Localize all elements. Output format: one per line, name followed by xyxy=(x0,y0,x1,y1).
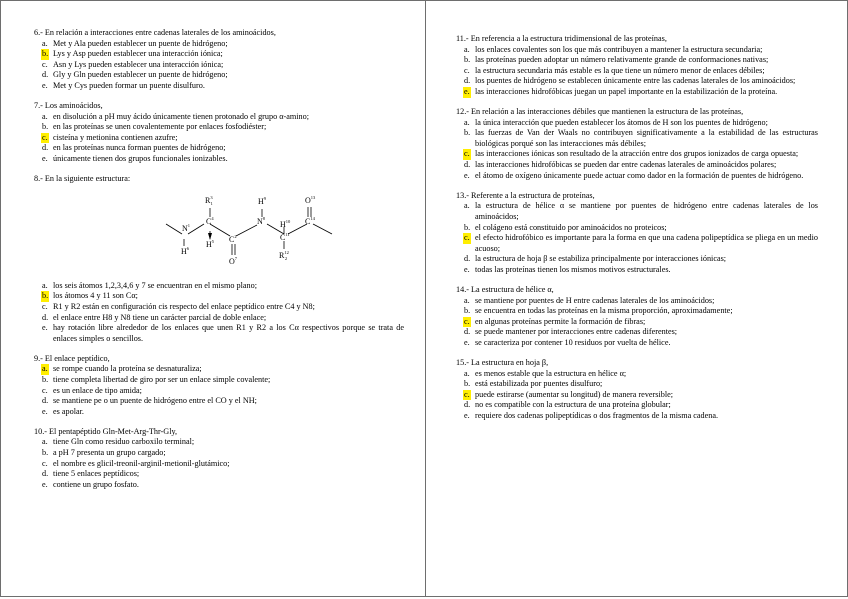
option-letter: b. xyxy=(464,222,471,232)
option-letter: e. xyxy=(464,337,470,347)
answer-option xyxy=(456,171,818,182)
option-letter: e. xyxy=(42,323,48,333)
answer-option xyxy=(34,386,404,397)
question-block xyxy=(456,191,818,276)
atom-c2: $C^2$ xyxy=(229,233,237,244)
option-letter-cell xyxy=(34,375,53,386)
left-question-column xyxy=(34,28,404,500)
answer-option xyxy=(34,143,404,154)
answer-option xyxy=(456,87,818,98)
option-text: en algunas proteínas permite la formación de fibras; xyxy=(475,316,646,326)
right-page xyxy=(425,0,848,597)
answer-option xyxy=(34,448,404,459)
option-text: las interacciones hidrofóbicas juegan un papel importante en la estabilización de la proteína. xyxy=(475,86,778,96)
option-letter-cell xyxy=(34,60,53,71)
option-letter: e. xyxy=(42,80,48,90)
option-letter: c. xyxy=(42,59,48,69)
option-letter-cell xyxy=(456,87,475,98)
answer-option xyxy=(34,122,404,133)
option-text: no es compatible con la estructura de una proteína globular; xyxy=(475,400,671,410)
option-letter-cell xyxy=(456,45,475,56)
option-text: el enlace entre H8 y N8 tiene un carácter parcial de doble enlace; xyxy=(53,312,267,322)
answer-option xyxy=(456,379,818,390)
option-letter: e. xyxy=(464,411,470,420)
option-text: las interacciones iónicas son resultado de la atracción entre dos grupos ionizados de carga opuesta; xyxy=(475,149,799,159)
correct-answer-letter: c. xyxy=(464,389,470,399)
answer-option xyxy=(34,364,404,375)
option-list xyxy=(456,45,818,98)
option-letter-cell xyxy=(456,128,475,139)
option-letter-cell xyxy=(34,49,53,60)
option-list xyxy=(456,201,818,275)
option-letter-cell xyxy=(34,469,53,480)
option-letter: b. xyxy=(42,448,49,458)
atom-h5: $H^5$ xyxy=(206,238,215,249)
question-title: 12.- En relación a las interacciones débiles que mantienen la estructura de las proteínas, xyxy=(456,107,744,117)
option-letter-cell xyxy=(456,76,475,87)
option-text: en las proteínas se unen covalentemente por enlaces fosfodiéster; xyxy=(53,122,267,132)
option-letter: a. xyxy=(464,44,470,54)
answer-option xyxy=(34,469,404,480)
answer-option xyxy=(34,133,404,144)
right-question-column xyxy=(456,34,818,431)
option-list xyxy=(456,118,818,182)
answer-option xyxy=(34,291,404,302)
option-text: los átomos 4 y 11 son Cα; xyxy=(53,291,138,301)
option-letter: d. xyxy=(42,396,49,406)
correct-answer-letter: c. xyxy=(42,132,48,142)
option-letter-cell xyxy=(34,143,53,154)
option-letter-cell xyxy=(456,66,475,77)
correct-answer-letter: c. xyxy=(464,233,470,243)
answer-option xyxy=(34,81,404,92)
option-letter-cell xyxy=(456,55,475,66)
question-block xyxy=(456,34,818,98)
option-letter: d. xyxy=(42,70,49,80)
atom-r2: $R^{12}$ 2 xyxy=(279,249,289,261)
option-letter-cell xyxy=(456,149,475,160)
option-text: Met y Cys pueden formar un puente disulfuro. xyxy=(53,80,205,90)
option-letter-cell xyxy=(34,459,53,470)
option-text: se puede mantener por interacciones entre cadenas diferentes; xyxy=(475,327,678,337)
answer-option xyxy=(456,306,818,317)
answer-option xyxy=(456,327,818,338)
option-text: tiene Gln como residuo carboxilo terminal; xyxy=(53,437,195,447)
question-title: 10.- El pentapéptido Gln-Met-Arg-Thr-Gly, xyxy=(34,426,178,436)
answer-option xyxy=(34,60,404,71)
option-letter: e. xyxy=(42,154,48,164)
option-letter: d. xyxy=(464,254,471,264)
option-letter: a. xyxy=(42,437,48,447)
option-text: los seis átomos 1,2,3,4,6 y 7 se encuentran en el mismo plano; xyxy=(53,280,257,290)
option-letter-cell xyxy=(456,296,475,307)
answer-option xyxy=(456,317,818,328)
option-text: la estructura de hélice α se mantiene por puentes de hidrógeno entre cadenas laterales de los aminoácidos; xyxy=(475,201,818,221)
option-text: las interacciones hidrofóbicas se pueden dar entre cadenas laterales de aminoácidos polares; xyxy=(475,160,777,170)
option-letter-cell xyxy=(456,160,475,171)
option-text: la única interacción que pueden establecer los átomos de H son los puentes de hidrógeno; xyxy=(475,117,768,127)
answer-option xyxy=(34,396,404,407)
answer-option xyxy=(456,66,818,77)
option-letter-cell xyxy=(34,302,53,313)
answer-option xyxy=(456,118,818,129)
option-list xyxy=(34,437,404,490)
option-letter-cell xyxy=(456,306,475,317)
option-text: únicamente tienen dos grupos funcionales ionizables. xyxy=(53,154,228,164)
answer-option xyxy=(34,39,404,50)
question-title: 15.- La estructura en hoja β, xyxy=(456,358,549,368)
option-letter: d. xyxy=(464,327,471,337)
option-letter-cell xyxy=(456,254,475,265)
option-letter-cell xyxy=(34,448,53,459)
question-title: 6.- En relación a interacciones entre cadenas laterales de los aminoácidos, xyxy=(34,28,276,37)
option-text: tiene completa libertad de giro por ser un enlace simple covalente; xyxy=(53,374,271,384)
option-letter-cell xyxy=(34,122,53,133)
answer-option xyxy=(456,338,818,349)
option-text: en disolución a pH muy ácido únicamente tienen protonado el grupo α-amino; xyxy=(53,111,309,121)
option-letter: e. xyxy=(42,479,48,489)
correct-answer-letter: c. xyxy=(464,316,470,326)
answer-option xyxy=(456,265,818,276)
answer-option xyxy=(456,149,818,160)
option-letter: c. xyxy=(42,458,48,468)
question-title: 8.- En la siguiente estructura: xyxy=(34,174,131,184)
option-text: el efecto hidrofóbico es importante para la forma en que una cadena polipeptídica se pliega en un medio acuoso; xyxy=(475,233,818,253)
option-letter-cell xyxy=(456,411,475,422)
option-list xyxy=(34,364,404,417)
option-letter: b. xyxy=(464,379,471,389)
option-letter-cell xyxy=(456,317,475,328)
atom-c4: $C^4$ xyxy=(206,215,214,226)
atom-n8: $N^8$ xyxy=(257,215,266,226)
answer-option xyxy=(34,375,404,386)
option-letter: a. xyxy=(42,111,48,121)
option-letter-cell xyxy=(456,201,475,212)
option-letter: e. xyxy=(42,406,48,416)
answer-option xyxy=(34,459,404,470)
option-letter: b. xyxy=(42,374,49,384)
atom-r1: $R^3$ 1 xyxy=(205,194,213,206)
atom-o13: $O^{13}$ xyxy=(305,194,316,205)
atom-h9: $H^9$ xyxy=(258,195,267,206)
answer-option xyxy=(34,437,404,448)
question-block xyxy=(456,358,818,422)
option-list xyxy=(34,39,404,92)
option-list xyxy=(34,281,404,345)
option-text: los puentes de hidrógeno se establecen únicamente entre las cadenas laterales de los aminoácidos; xyxy=(475,76,796,86)
correct-answer-letter: a. xyxy=(42,364,48,374)
answer-option xyxy=(34,154,404,165)
answer-option xyxy=(456,369,818,380)
answer-option xyxy=(34,302,404,313)
option-letter-cell xyxy=(34,70,53,81)
atom-c14: $C^{14}$ xyxy=(305,215,315,226)
option-text: R1 y R2 están en configuración cis respecto del enlace peptídico entre C4 y N8; xyxy=(53,301,315,311)
option-text: se mantiene por puentes de H entre cadenas laterales de los aminoácidos; xyxy=(475,295,715,305)
option-text: la estructura de hoja β se estabiliza principalmente por interacciones iónicas; xyxy=(475,254,727,264)
option-text: se caracteriza por contener 10 residuos por vuelta de hélice. xyxy=(475,337,671,347)
atom-h2: $H^6$ xyxy=(181,245,190,256)
option-letter-cell xyxy=(456,233,475,244)
question-title: 7.- Los aminoácidos, xyxy=(34,101,103,111)
option-text: Asn y Lys pueden establecer una interacción iónica; xyxy=(53,59,224,69)
answer-option xyxy=(34,407,404,418)
option-letter: a. xyxy=(42,38,48,48)
option-letter: d. xyxy=(464,76,471,86)
option-letter: b. xyxy=(464,306,471,316)
option-letter-cell xyxy=(456,265,475,276)
option-letter: a. xyxy=(464,295,470,305)
answer-option xyxy=(456,45,818,56)
option-letter-cell xyxy=(34,364,53,375)
answer-option xyxy=(456,160,818,171)
correct-answer-letter: b. xyxy=(42,291,49,301)
option-text: se mantiene pe o un puente de hidrógeno entre el CO y el NH; xyxy=(53,396,257,406)
option-letter-cell xyxy=(456,338,475,349)
option-letter-cell xyxy=(456,327,475,338)
option-letter: d. xyxy=(464,400,471,410)
question-block xyxy=(34,354,404,418)
option-letter: e. xyxy=(464,170,470,180)
option-text: las proteínas pueden adoptar un número relativamente grande de conformaciones nativas; xyxy=(475,55,769,65)
option-letter: d. xyxy=(42,312,49,322)
option-letter: a. xyxy=(464,368,470,378)
peptide-structure-diagram xyxy=(34,189,404,279)
option-list xyxy=(456,369,818,422)
option-text: es apolar. xyxy=(53,406,84,416)
option-letter-cell xyxy=(34,154,53,165)
option-letter: d. xyxy=(42,143,49,153)
option-text: Met y Ala pueden establecer un puente de hidrógeno; xyxy=(53,38,228,48)
option-letter: a. xyxy=(464,117,470,127)
option-text: Gly y Gln pueden establecer un puente de hidrógeno; xyxy=(53,70,228,80)
option-letter: c. xyxy=(464,65,470,75)
answer-option xyxy=(456,201,818,222)
option-text: el átomo de oxígeno únicamente puede actuar como dador en la formación de puentes de hidrógeno. xyxy=(475,170,804,180)
option-letter: d. xyxy=(42,469,49,479)
answer-option xyxy=(34,480,404,491)
option-text: puede estirarse (aumentar su longitud) de manera reversible; xyxy=(475,389,674,399)
option-letter-cell xyxy=(456,379,475,390)
option-text: cisteína y metionina contienen azufre; xyxy=(53,132,178,142)
option-letter: e. xyxy=(464,264,470,274)
question-block xyxy=(34,101,404,165)
answer-option xyxy=(34,49,404,60)
answer-option xyxy=(456,128,818,149)
answer-option xyxy=(456,296,818,307)
question-block xyxy=(34,174,404,344)
option-letter: c. xyxy=(42,301,48,311)
answer-option xyxy=(456,76,818,87)
question-title: 14.- La estructura de hélice α, xyxy=(456,284,554,294)
option-text: tiene 5 enlaces peptídicos; xyxy=(53,469,140,479)
option-letter-cell xyxy=(34,407,53,418)
option-letter-cell xyxy=(456,369,475,380)
peptide-structure-svg xyxy=(154,189,354,279)
option-letter: a. xyxy=(464,201,470,211)
option-text: el colágeno está constituido por aminoácidos no proteicos; xyxy=(475,222,667,232)
option-letter: a. xyxy=(42,280,48,290)
option-list xyxy=(34,112,404,165)
question-block xyxy=(456,285,818,349)
question-block xyxy=(34,28,404,92)
answer-option xyxy=(456,55,818,66)
option-text: Lys y Asp pueden establecer una interacción iónica; xyxy=(53,49,223,59)
option-letter-cell xyxy=(456,171,475,182)
answer-option xyxy=(34,313,404,324)
option-letter: d. xyxy=(464,160,471,170)
answer-option xyxy=(34,281,404,292)
option-letter-cell xyxy=(34,437,53,448)
answer-option xyxy=(456,411,818,422)
option-letter-cell xyxy=(34,480,53,491)
option-text: se rompe cuando la proteína se desnaturaliza; xyxy=(53,364,202,374)
option-letter-cell xyxy=(34,291,53,302)
option-text: el nombre es glicil-treonil-arginil-metionil-glutámico; xyxy=(53,458,230,468)
option-letter: b. xyxy=(42,122,49,132)
option-text: todas las proteínas tienen los mismos motivos estructurales. xyxy=(475,264,671,274)
option-letter-cell xyxy=(456,400,475,411)
option-letter: b. xyxy=(464,128,471,138)
atom-h10: $H^{10}$ xyxy=(280,218,291,229)
option-letter-cell xyxy=(456,223,475,234)
option-letter-cell xyxy=(34,281,53,292)
option-text: se encuentra en todas las proteínas en la misma proporción, aproximadamente; xyxy=(475,306,733,316)
option-text: requiere dos cadenas polipeptídicas o dos fragmentos de la misma cadena. xyxy=(475,411,719,420)
option-letter-cell xyxy=(34,313,53,324)
option-text: los enlaces covalentes son los que más contribuyen a mantener la estructura secundaria; xyxy=(475,44,763,54)
option-letter-cell xyxy=(34,112,53,123)
answer-option xyxy=(456,390,818,401)
option-letter: b. xyxy=(464,55,471,65)
option-text: está estabilizada por puentes disulfuro; xyxy=(475,379,603,389)
answer-option xyxy=(456,400,818,411)
option-text: es menos estable que la estructura en hélice α; xyxy=(475,368,627,378)
answer-option xyxy=(34,70,404,81)
option-letter: c. xyxy=(42,385,48,395)
correct-answer-letter: c. xyxy=(464,149,470,159)
atom-o7: $O^7$ xyxy=(229,255,238,266)
answer-option xyxy=(456,233,818,254)
atom-n1: $N^1$ xyxy=(182,222,191,233)
question-title: 11.- En referencia a la estructura tridimensional de las proteínas, xyxy=(456,34,667,43)
correct-answer-letter: b. xyxy=(42,49,49,59)
option-letter-cell xyxy=(34,386,53,397)
option-letter-cell xyxy=(456,118,475,129)
option-letter-cell xyxy=(456,390,475,401)
answer-option xyxy=(34,323,404,344)
option-letter-cell xyxy=(34,81,53,92)
atom-c11: $C^{11}$ xyxy=(280,231,290,242)
question-block xyxy=(34,427,404,491)
option-letter-cell xyxy=(34,39,53,50)
option-letter-cell xyxy=(34,396,53,407)
left-page xyxy=(0,0,425,597)
option-text: hay rotación libre alrededor de los enlaces que unen R1 y R2 a los Cα respectivos porque se trata de enlaces simples o sencillos. xyxy=(53,323,404,343)
option-text: la estructura secundaria más estable es la que tiene un número menor de enlaces débiles; xyxy=(475,65,765,75)
option-text: es un enlace de tipo amida; xyxy=(53,385,142,395)
question-title: 13.- Referente a la estructura de proteínas, xyxy=(456,190,595,200)
correct-answer-letter: e. xyxy=(464,86,470,96)
option-list xyxy=(456,296,818,349)
answer-option xyxy=(456,223,818,234)
answer-option xyxy=(34,112,404,123)
question-block xyxy=(456,107,818,181)
option-text: las fuerzas de Van der Waals no contribuyen significativamente a la estabilidad de las estructuras biológicas porqué son las interacciones más débiles; xyxy=(475,128,818,148)
option-text: a pH 7 presenta un grupo cargado; xyxy=(53,448,166,458)
option-text: contiene un grupo fosfato. xyxy=(53,479,139,489)
option-letter-cell xyxy=(34,133,53,144)
option-text: en las proteínas nunca forman puentes de hidrógeno; xyxy=(53,143,226,153)
question-title: 9.- El enlace peptídico, xyxy=(34,353,110,363)
answer-option xyxy=(456,254,818,265)
option-letter-cell xyxy=(34,323,53,334)
